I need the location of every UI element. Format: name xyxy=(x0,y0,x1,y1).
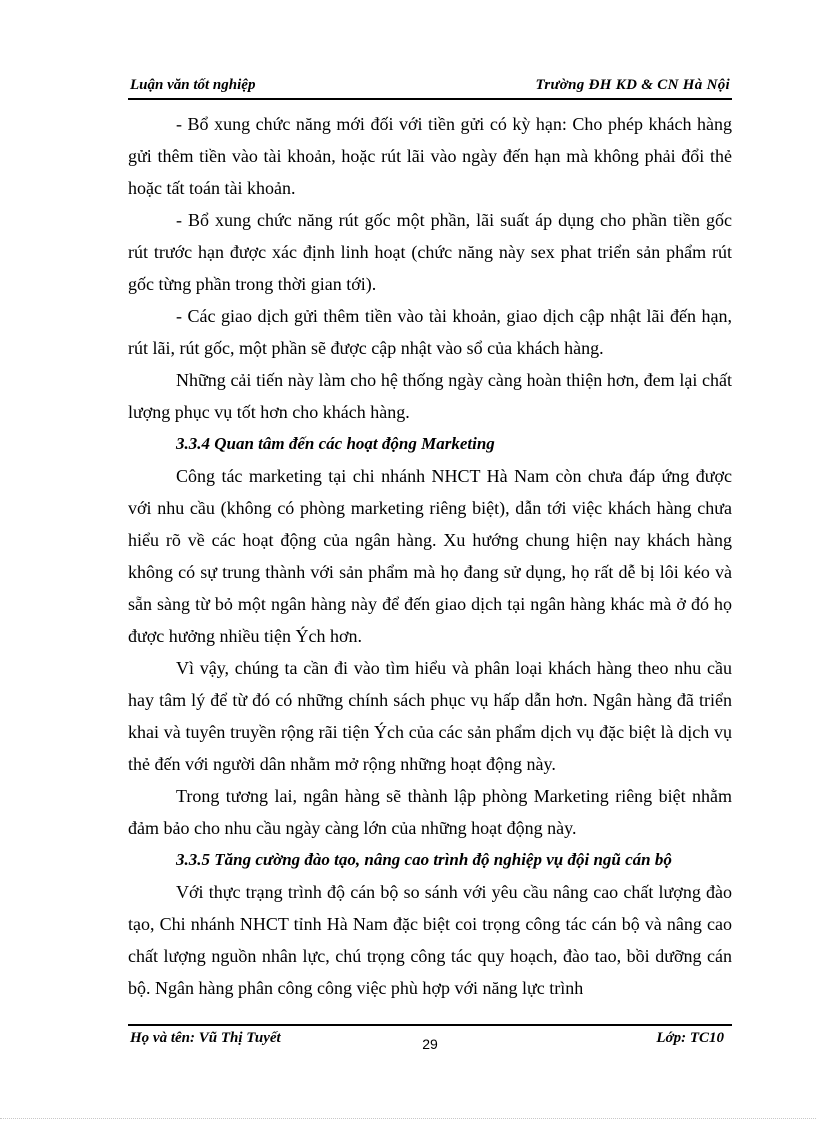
footer-class: Lớp: TC10 xyxy=(656,1030,724,1046)
page-number: 29 xyxy=(422,1036,438,1052)
section-heading-3-3-5: 3.3.5 Tăng cường đào tạo, nâng cao trình độ nghiệp vụ đội ngũ cán bộ xyxy=(176,850,672,869)
header-right-text: Trường ĐH KD & CN Hà Nội xyxy=(535,77,730,93)
paragraph-3: - Các giao dịch gửi thêm tiền vào tài khoản, giao dịch cập nhật lãi đến hạn, rút lãi, rút gốc, một phần sẽ được cập nhật vào sổ của khách hàng. xyxy=(128,306,732,358)
header-left-text: Luận văn tốt nghiệp xyxy=(130,77,256,93)
paragraph-7: Trong tương lai, ngân hàng sẽ thành lập phòng Marketing riêng biệt nhằm đảm bảo cho nhu cầu ngày càng lớn của những hoạt động này. xyxy=(128,786,732,838)
page-footer xyxy=(128,1024,732,1056)
section-heading-3-3-4: 3.3.4 Quan tâm đến các hoạt động Marketing xyxy=(176,434,495,453)
paragraph-5: Công tác marketing tại chi nhánh NHCT Hà Nam còn chưa đáp ứng được với nhu cầu (không có phòng marketing riêng biệt), dẫn tới việc khách hàng chưa hiểu rõ về các hoạt động của ngân hàng. Xu hướng chung hiện nay khách hàng không có sự trung thành với sản phẩm mà họ đang sử dụng, họ rất dễ bị lôi kéo và sẵn sàng từ bỏ một ngân hàng này để đến giao dịch tại ngân hàng khác mà ở đó họ được hưởng nhiều tiện Ých hơn. xyxy=(128,466,732,646)
page-bottom-divider xyxy=(0,1118,816,1119)
footer-author: Họ và tên: Vũ Thị Tuyết xyxy=(130,1030,281,1046)
page-content xyxy=(128,108,732,1004)
paragraph-8: Với thực trạng trình độ cán bộ so sánh với yêu cầu nâng cao chất lượng đào tạo, Chi nhánh NHCT tỉnh Hà Nam đặc biệt coi trọng công tác cán bộ và nâng cao chất lượng nguồn nhân lực, chú trọng công tác quy hoạch, đào tao, bồi dưỡng cán bộ. Ngân hàng phân công công việc phù hợp với năng lực trình xyxy=(128,882,732,998)
paragraph-2: - Bổ xung chức năng rút gốc một phần, lãi suất áp dụng cho phần tiền gốc rút trước hạn được xác định linh hoạt (chức năng này sex phat triển sản phẩm rút gốc từng phần trong thời gian tới). xyxy=(128,210,732,294)
paragraph-1: - Bổ xung chức năng mới đối với tiền gửi có kỳ hạn: Cho phép khách hàng gửi thêm tiền vào tài khoản, hoặc rút lãi vào ngày đến hạn mà không phải đổi thẻ hoặc tất toán tài khoản. xyxy=(128,114,732,198)
paragraph-6: Vì vậy, chúng ta cần đi vào tìm hiểu và phân loại khách hàng theo nhu cầu hay tâm lý để từ đó có những chính sách phục vụ hấp dẫn hơn. Ngân hàng đã triển khai và tuyên truyền rộng rãi tiện Ých của các sản phẩm dịch vụ đặc biệt là dịch vụ thẻ đến với người dân nhằm mở rộng những hoạt động này. xyxy=(128,658,732,774)
page-header xyxy=(128,74,732,100)
paragraph-4: Những cải tiến này làm cho hệ thống ngày càng hoàn thiện hơn, đem lại chất lượng phục vụ tốt hơn cho khách hàng. xyxy=(128,370,732,422)
